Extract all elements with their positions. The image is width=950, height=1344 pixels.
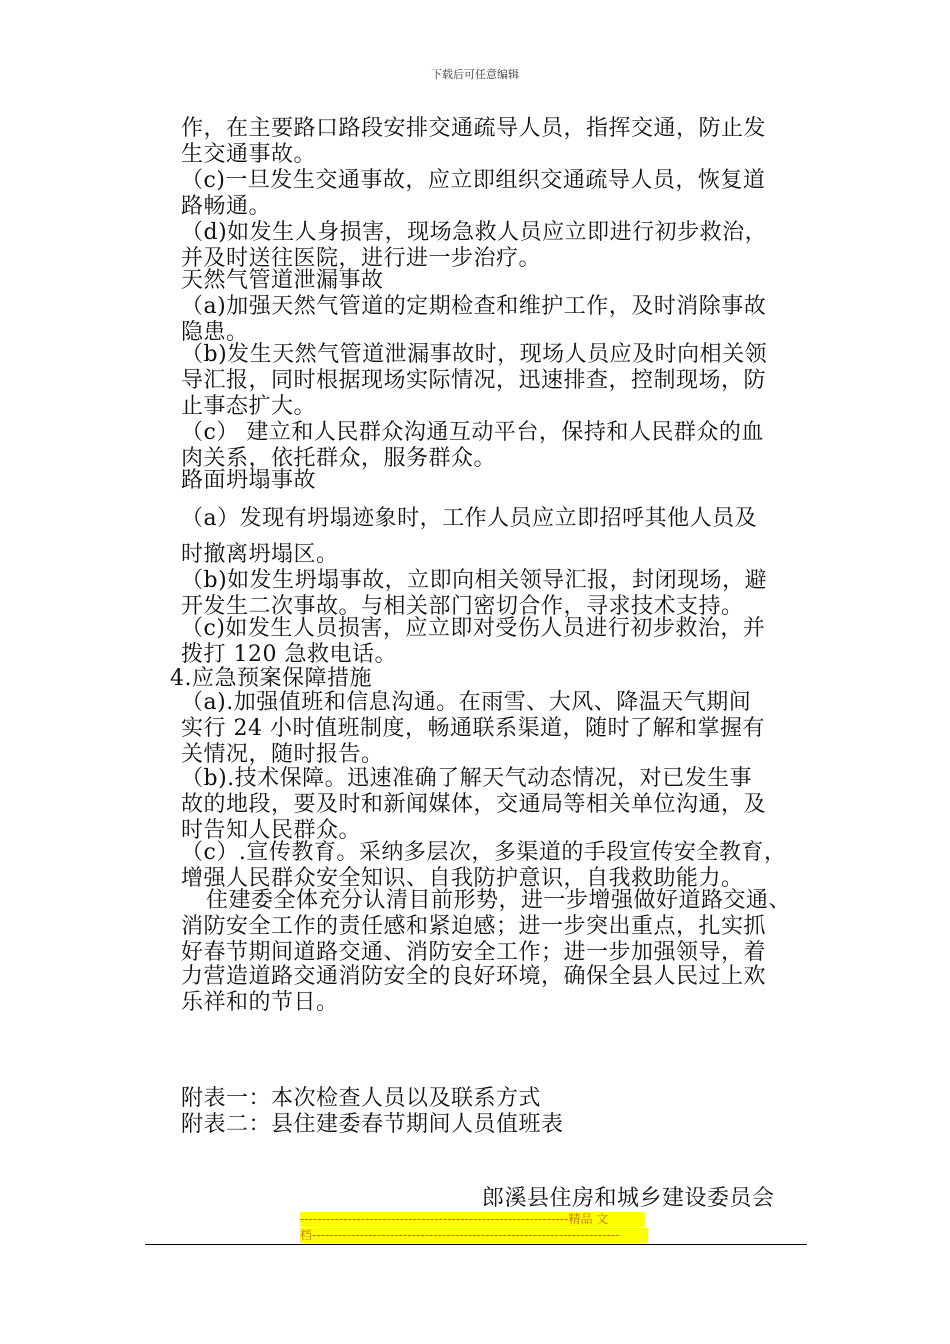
body-line: 乐祥和的节日。 bbox=[181, 990, 339, 1015]
body-line: 力营造道路交通消防安全的良好环境，确保全县人民过上欢 bbox=[181, 964, 767, 989]
section-heading: 4.应急预案保障措施 bbox=[170, 666, 372, 691]
body-line: 作，在主要路口路段安排交通疏导人员，指挥交通，防止发 bbox=[181, 116, 767, 141]
body-line: 消防安全工作的责任感和紧迫感；进一步突出重点，扎实抓 bbox=[181, 914, 767, 939]
footer-watermark-line: 档----------------------------------------------------------------------- bbox=[300, 1228, 648, 1243]
body-line: （b)发生天然气管道泄漏事故时，现场人员应及时向相关领 bbox=[181, 342, 768, 367]
body-line: 故的地段，要及时和新闻媒体，交通局等相关单位沟通，及 bbox=[181, 792, 767, 817]
body-line: 生交通事故。 bbox=[181, 142, 317, 167]
body-line: 隐患。 bbox=[181, 320, 249, 345]
body-line: （a）发现有坍塌迹象时，工作人员应立即招呼其他人员及 bbox=[181, 506, 758, 531]
body-line: 路畅通。 bbox=[181, 194, 272, 219]
body-line: （c)一旦发生交通事故，应立即组织交通疏导人员，恢复道 bbox=[181, 168, 766, 193]
body-line: 关情况，随时报告。 bbox=[181, 742, 384, 767]
body-line: （c)如发生人员损害，应立即对受伤人员进行初步救治，并 bbox=[181, 616, 766, 641]
attachment-line: 附表二：县住建委春节期间人员值班表 bbox=[181, 1112, 564, 1137]
body-line: （a)加强天然气管道的定期检查和维护工作，及时消除事故 bbox=[181, 294, 767, 319]
footer-rule bbox=[145, 1244, 807, 1245]
body-line: （a).加强值班和信息沟通。在雨雪、大风、降温天气期间 bbox=[181, 690, 752, 715]
body-line: 拨打 120 急救电话。 bbox=[181, 642, 397, 667]
body-line: 导汇报，同时根据现场实际情况，迅速排查，控制现场，防 bbox=[181, 368, 767, 393]
body-line: （b)如发生坍塌事故，立即向相关领导汇报，封闭现场，避 bbox=[181, 568, 768, 593]
attachment-line: 附表一：本次检查人员以及联系方式 bbox=[181, 1086, 542, 1111]
header-note: 下载后可任意编辑 bbox=[431, 68, 519, 81]
body-line: 肉关系，依托群众，服务群众。 bbox=[181, 446, 497, 471]
body-line: 并及时送往医院，进行进一步治疗。 bbox=[181, 246, 542, 271]
section-heading: 天然气管道泄漏事故 bbox=[181, 268, 384, 293]
footer-watermark-line: --------------------------------------------------------------精品 文 bbox=[300, 1212, 645, 1227]
body-line: （c）.宣传教育。采纳多层次，多渠道的手段宣传安全教育， bbox=[181, 840, 787, 865]
body-line: 开发生二次事故。与相关部门密切合作，寻求技术支持。 bbox=[181, 594, 744, 619]
body-line: 好春节期间道路交通、消防安全工作；进一步加强领导，着 bbox=[181, 940, 767, 965]
body-line: 增强人民群众安全知识、自我防护意识，自我救助能力。 bbox=[181, 866, 744, 891]
body-line: 止事态扩大。 bbox=[181, 394, 317, 419]
body-line: （b).技术保障。迅速准确了解天气动态情况，对已发生事 bbox=[181, 766, 753, 791]
body-line: 住建委全体充分认清目前形势，进一步增强做好道路交通、 bbox=[206, 888, 792, 913]
body-line: （d)如发生人身损害，现场急救人员应立即进行初步救治， bbox=[181, 220, 768, 245]
body-line: 时撤离坍塌区。 bbox=[181, 542, 339, 567]
signature: 郎溪县住房和城乡建设委员会 bbox=[482, 1186, 775, 1211]
body-line: （c） 建立和人民群众沟通互动平台，保持和人民群众的血 bbox=[181, 420, 764, 445]
section-heading: 路面坍塌事故 bbox=[181, 468, 317, 493]
body-line: 时告知人民群众。 bbox=[181, 818, 362, 843]
body-line: 实行 24 小时值班制度，畅通联系渠道，随时了解和掌握有 bbox=[181, 716, 765, 741]
